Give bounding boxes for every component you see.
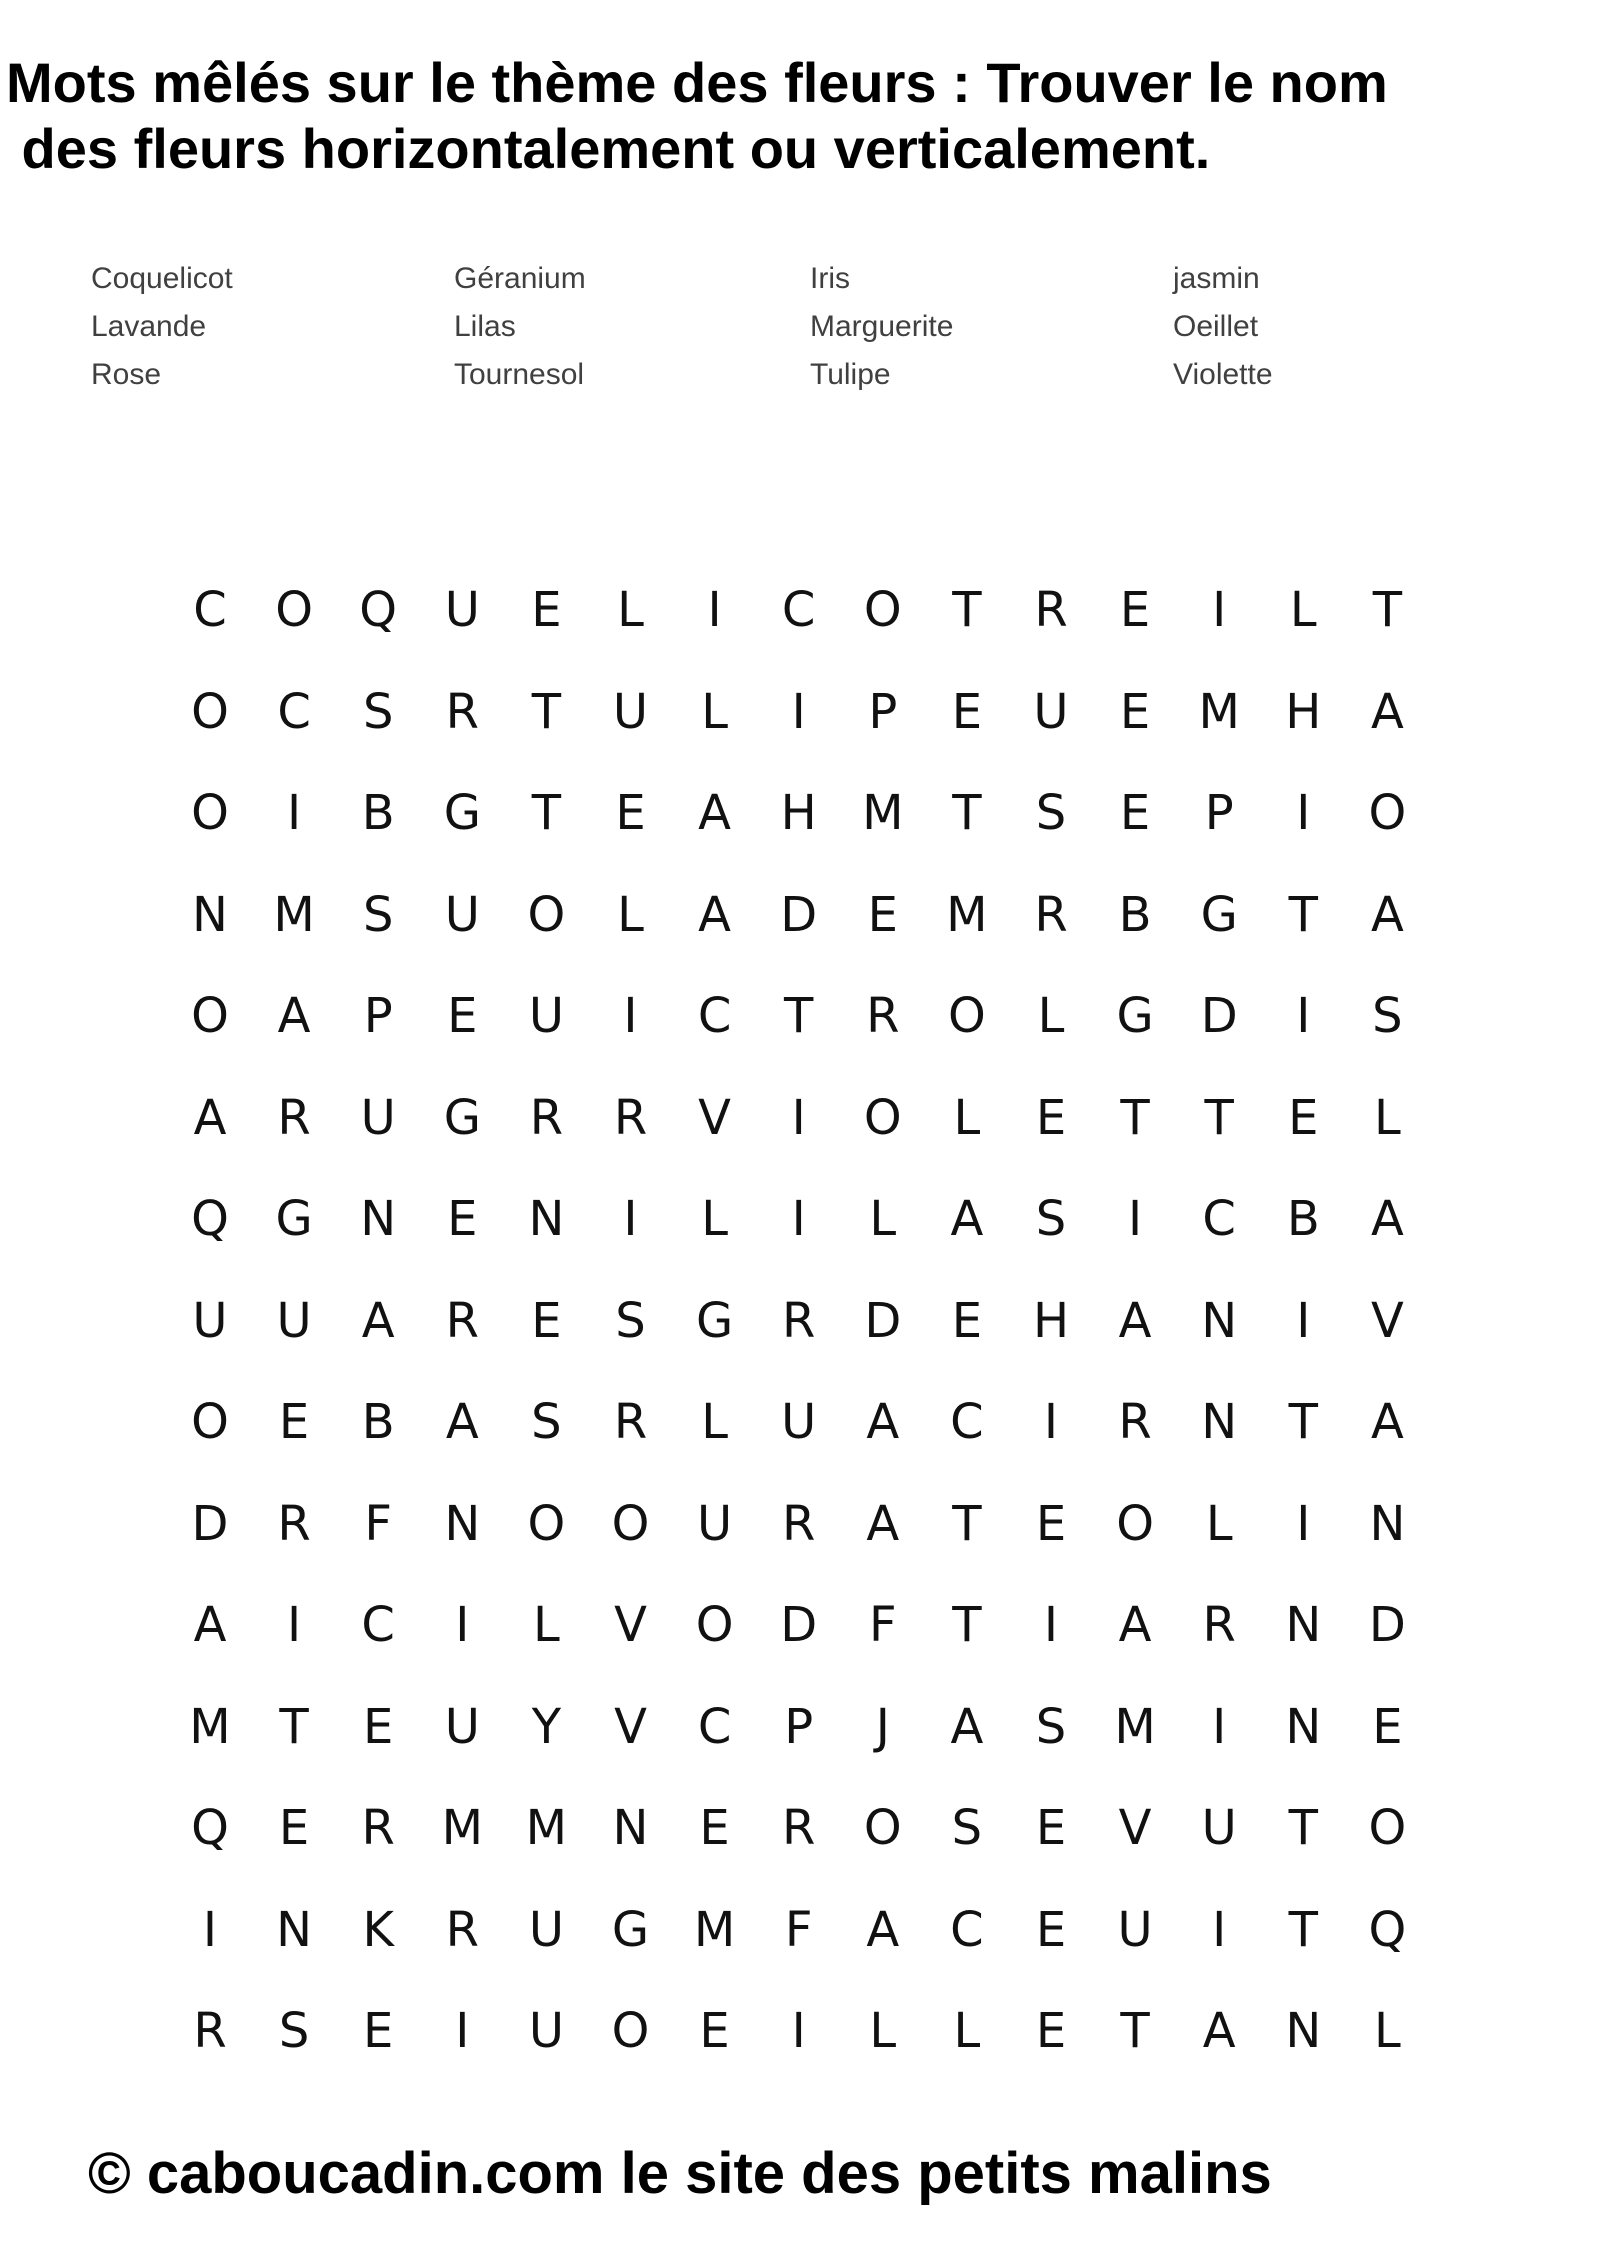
grid-cell: U — [192, 1292, 228, 1349]
grid-cell: S — [278, 2003, 310, 2059]
grid-cell: E — [447, 1191, 478, 1247]
grid-cell: O — [611, 1495, 650, 1552]
grid-cell: R — [613, 1089, 648, 1146]
grid-cell: L — [953, 1089, 981, 1146]
grid-cell: R — [445, 1901, 479, 1958]
grid-cell: T — [952, 785, 982, 841]
grid-cell: O — [275, 582, 313, 638]
grid-cell: D — [780, 886, 818, 943]
grid-cell: I — [1296, 785, 1311, 841]
grid-cell: R — [1202, 1597, 1236, 1653]
grid-cell: E — [951, 1292, 983, 1349]
grid-cell: I — [1212, 1698, 1227, 1755]
grid-cell: V — [614, 1698, 647, 1755]
page-title — [6, 50, 1596, 182]
grid-cell: C — [1202, 1191, 1236, 1247]
grid-cell: T — [279, 1698, 309, 1755]
grid-cell: A — [1370, 683, 1404, 740]
grid-cell: A — [950, 1698, 984, 1755]
grid-cell: I — [455, 2003, 470, 2059]
grid-cell: E — [615, 785, 646, 841]
grid-cell: M — [189, 1698, 231, 1755]
grid-cell: N — [528, 1191, 565, 1247]
grid-cell: C — [697, 988, 732, 1044]
grid-cell: V — [698, 1089, 732, 1146]
grid-cell: M — [1114, 1698, 1156, 1755]
grid-cell: T — [952, 1597, 982, 1653]
grid-cell: U — [360, 1089, 396, 1146]
grid-cell: S — [1035, 785, 1067, 841]
grid-cell: I — [1043, 1597, 1059, 1653]
grid-cell: L — [533, 1597, 560, 1653]
grid-cell: H — [1032, 1292, 1070, 1349]
grid-cell: A — [193, 1089, 227, 1146]
grid-cell: S — [1035, 1191, 1067, 1247]
grid-cell: E — [1035, 1089, 1067, 1146]
grid-cell: B — [361, 1394, 395, 1450]
grid-cell: R — [782, 1800, 816, 1856]
grid-cell: L — [701, 1394, 728, 1450]
grid-cell: E — [1119, 683, 1151, 740]
grid-cell: R — [277, 1495, 311, 1552]
grid-cell: U — [697, 1495, 733, 1552]
grid-cell: B — [361, 785, 395, 841]
grid-cell: R — [361, 1800, 395, 1856]
word-lilas: Lilas — [454, 310, 516, 343]
grid-cell: G — [443, 1089, 481, 1146]
grid-cell: Q — [359, 582, 398, 638]
word-jasmin: jasmin — [1173, 262, 1260, 295]
grid-cell: L — [953, 2003, 981, 2059]
grid-cell: I — [623, 1191, 638, 1247]
grid-cell: A — [866, 1901, 900, 1958]
grid-cell: L — [1374, 2003, 1401, 2059]
grid-cell: E — [951, 683, 983, 740]
grid-cell: I — [707, 582, 722, 638]
grid-cell: L — [1037, 988, 1065, 1044]
grid-cell: L — [1289, 582, 1317, 638]
grid-cell: I — [791, 1089, 806, 1146]
grid-cell: Y — [531, 1698, 562, 1755]
grid-cell: E — [1035, 1800, 1067, 1856]
grid-cell: I — [287, 1597, 302, 1653]
grid-cell: C — [193, 582, 227, 638]
grid-cell: E — [1288, 1089, 1319, 1146]
grid-cell: J — [875, 1698, 890, 1755]
grid-cell: E — [699, 1800, 730, 1856]
grid-cell: G — [443, 785, 481, 841]
grid-cell: U — [444, 582, 480, 638]
grid-cell: M — [273, 886, 315, 943]
grid-cell: R — [782, 1495, 816, 1552]
grid-cell: I — [1212, 1901, 1227, 1958]
grid-cell: O — [611, 2003, 650, 2059]
grid-cell: A — [698, 785, 732, 841]
grid-cell: T — [1288, 1394, 1318, 1450]
grid-cell: U — [444, 886, 480, 943]
grid-cell: I — [1296, 1292, 1311, 1349]
grid-cell: S — [1035, 1698, 1067, 1755]
grid-cell: M — [946, 886, 988, 943]
grid-cell: E — [363, 1698, 394, 1755]
grid-cell: O — [1368, 1800, 1407, 1856]
grid-cell: H — [780, 785, 817, 841]
grid-cell: R — [193, 2003, 227, 2059]
grid-cell: I — [623, 988, 638, 1044]
grid-cell: U — [528, 1901, 564, 1958]
grid-cell: D — [191, 1495, 229, 1552]
grid-cell: G — [275, 1191, 313, 1247]
grid-cell: T — [1288, 1800, 1318, 1856]
grid-cell: P — [1204, 785, 1234, 841]
word-iris: Iris — [810, 262, 850, 295]
grid-cell: E — [1119, 785, 1151, 841]
grid-cell: E — [1035, 1901, 1067, 1958]
grid-cell: O — [1116, 1495, 1154, 1552]
grid-cell: A — [277, 988, 311, 1044]
grid-cell: L — [1374, 1089, 1401, 1146]
grid-cell: I — [1128, 1191, 1143, 1247]
grid-cell: M — [525, 1800, 568, 1856]
grid-cell: N — [276, 1901, 313, 1958]
grid-cell: U — [276, 1292, 312, 1349]
grid-cell: O — [695, 1597, 734, 1653]
grid-cell: D — [1368, 1597, 1406, 1653]
grid-cell: R — [782, 1292, 816, 1349]
word-violette: Violette — [1173, 358, 1273, 391]
grid-cell: S — [1372, 988, 1403, 1044]
grid-cell: L — [869, 1191, 897, 1247]
grid-cell: O — [948, 988, 986, 1044]
grid-cell: T — [1204, 1089, 1234, 1146]
grid-cell: D — [1200, 988, 1238, 1044]
grid-cell: I — [202, 1901, 218, 1958]
grid-cell: N — [1285, 1698, 1322, 1755]
grid-cell: A — [1202, 2003, 1236, 2059]
grid-cell: A — [193, 1597, 227, 1653]
grid-cell: I — [1296, 1495, 1311, 1552]
grid-cell: N — [612, 1800, 649, 1856]
grid-cell: B — [1286, 1191, 1320, 1247]
grid-cell: R — [277, 1089, 311, 1146]
grid-cell: G — [1116, 988, 1154, 1044]
grid-cell: L — [701, 1191, 728, 1247]
grid-cell: C — [950, 1394, 984, 1450]
grid-cell: E — [699, 2003, 730, 2059]
grid-cell: E — [531, 582, 562, 638]
grid-cell: R — [1034, 886, 1068, 943]
grid-cell: T — [952, 582, 982, 638]
grid-cell: M — [441, 1800, 483, 1856]
grid-cell: L — [1205, 1495, 1233, 1552]
grid-cell: T — [952, 1495, 982, 1552]
grid-cell: A — [445, 1394, 479, 1450]
grid-cell: R — [1118, 1394, 1152, 1450]
grid-cell: C — [361, 1597, 395, 1653]
grid-cell: E — [867, 886, 898, 943]
grid-cell: C — [277, 683, 311, 740]
grid-cell: L — [617, 886, 644, 943]
grid-cell: O — [527, 1495, 566, 1552]
grid-cell: N — [1201, 1394, 1238, 1450]
grid-cell: N — [1369, 1495, 1406, 1552]
grid-cell: K — [362, 1901, 394, 1958]
grid-cell: I — [455, 1597, 470, 1653]
grid-cell: O — [863, 1800, 902, 1856]
grid-cell: T — [1372, 582, 1403, 638]
grid-cell: O — [527, 886, 566, 943]
word-tournesol: Tournesol — [454, 358, 585, 391]
grid-cell: E — [278, 1394, 310, 1450]
grid-cell: Q — [191, 1191, 229, 1247]
grid-cell: N — [444, 1495, 481, 1552]
grid-cell: O — [191, 785, 229, 841]
grid-cell: P — [363, 988, 393, 1044]
word-rose: Rose — [91, 358, 162, 391]
grid-cell: P — [868, 683, 898, 740]
grid-cell: U — [1033, 683, 1069, 740]
grid-cell: U — [444, 1698, 480, 1755]
grid-cell: L — [701, 683, 728, 740]
grid-cell: R — [445, 1292, 479, 1349]
grid-cell: U — [781, 1394, 817, 1450]
grid-cell: R — [445, 683, 479, 740]
grid-cell: E — [363, 2003, 394, 2059]
grid-cell: G — [611, 1901, 650, 1958]
footer-copyright: © caboucadin.com le site des petits malins — [88, 2141, 1272, 2206]
grid-cell: R — [1034, 582, 1068, 638]
grid-cell: U — [1117, 1901, 1153, 1958]
grid-cell: V — [614, 1597, 647, 1653]
grid-cell: O — [863, 582, 902, 638]
grid-cell: R — [866, 988, 900, 1044]
grid-cell: T — [1120, 1089, 1150, 1146]
grid-cell: E — [278, 1800, 310, 1856]
grid-cell: P — [784, 1698, 814, 1755]
grid-cell: O — [863, 1089, 902, 1146]
grid-cell: C — [697, 1698, 732, 1755]
grid-cell: U — [528, 988, 564, 1044]
grid-cell: A — [1118, 1292, 1152, 1349]
grid-cell: N — [1201, 1292, 1238, 1349]
grid-cell: R — [613, 1394, 648, 1450]
word-lavande: Lavande — [91, 310, 207, 343]
grid-cell: I — [791, 683, 806, 740]
grid-cell: H — [1285, 683, 1322, 740]
grid-cell: E — [1372, 1698, 1403, 1755]
word-geranium: Géranium — [454, 262, 586, 295]
word-list — [0, 262, 1600, 412]
grid-cell: S — [362, 886, 394, 943]
grid-cell: S — [362, 683, 394, 740]
word-tulipe: Tulipe — [810, 358, 891, 391]
grid-cell: V — [1118, 1800, 1152, 1856]
grid-cell: T — [531, 683, 562, 740]
grid-cell: L — [869, 2003, 897, 2059]
grid-cell: I — [791, 1191, 806, 1247]
grid-cell: E — [1035, 1495, 1067, 1552]
grid-cell: C — [950, 1901, 984, 1958]
word-oeillet: Oeillet — [1173, 310, 1259, 343]
grid-cell: I — [1043, 1394, 1059, 1450]
grid-cell: I — [791, 2003, 806, 2059]
grid-cell: A — [361, 1292, 395, 1349]
grid-cell: L — [617, 582, 644, 638]
grid-cell: U — [528, 2003, 564, 2059]
grid-cell: E — [531, 1292, 562, 1349]
grid-cell: S — [615, 1292, 646, 1349]
grid-cell: S — [951, 1800, 983, 1856]
grid-cell: R — [529, 1089, 564, 1146]
grid-cell: O — [191, 1394, 229, 1450]
grid-cell: U — [1201, 1800, 1237, 1856]
word-marguerite: Marguerite — [810, 310, 954, 343]
grid-cell: B — [1118, 886, 1152, 943]
title-line-1: Mots mêlés sur le thème des fleurs : Trouver le nom — [6, 51, 1388, 114]
grid-cell: T — [1120, 2003, 1150, 2059]
grid-cell: E — [1119, 582, 1151, 638]
grid-cell: T — [531, 785, 562, 841]
grid-cell: A — [1370, 1394, 1404, 1450]
grid-cell: G — [1200, 886, 1238, 943]
grid-cell: A — [950, 1191, 984, 1247]
grid-cell: T — [1288, 886, 1318, 943]
grid-cell: I — [287, 785, 302, 841]
grid-cell: Q — [1368, 1901, 1407, 1958]
grid-cell: N — [360, 1191, 397, 1247]
grid-cell: A — [1370, 1191, 1404, 1247]
grid-cell: A — [1118, 1597, 1152, 1653]
grid-cell: I — [1296, 988, 1311, 1044]
grid-cell: F — [364, 1495, 392, 1552]
grid-cell: M — [693, 1901, 736, 1958]
grid-cell: G — [695, 1292, 734, 1349]
grid-cell: F — [784, 1901, 813, 1958]
grid-cell: N — [192, 886, 228, 943]
grid-cell: U — [612, 683, 649, 740]
word-coquelicot: Coquelicot — [91, 262, 233, 295]
grid-cell: S — [531, 1394, 562, 1450]
grid-cell: T — [784, 988, 814, 1044]
grid-cell: F — [868, 1597, 897, 1653]
grid-cell: V — [1370, 1292, 1404, 1349]
grid-cell: O — [191, 988, 229, 1044]
grid-cell: D — [780, 1597, 818, 1653]
grid-cell: N — [1285, 1597, 1322, 1653]
title-line-2: des fleurs horizontalement ou verticalement. — [6, 117, 1211, 180]
grid-cell: M — [862, 785, 904, 841]
grid-cell: A — [1370, 886, 1404, 943]
grid-cell: E — [1035, 2003, 1067, 2059]
grid-cell: O — [1368, 785, 1407, 841]
grid-cell: O — [191, 683, 229, 740]
grid-cell: A — [698, 886, 732, 943]
grid-cell: M — [1198, 683, 1240, 740]
grid-cell: C — [781, 582, 816, 638]
grid-cell: I — [1212, 582, 1227, 638]
grid-cell: D — [864, 1292, 902, 1349]
grid-cell: T — [1288, 1901, 1318, 1958]
grid-cell: N — [1285, 2003, 1322, 2059]
grid-cell: A — [866, 1495, 900, 1552]
grid-cell: Q — [191, 1800, 229, 1856]
grid-cell: A — [866, 1394, 900, 1450]
grid-cell: E — [447, 988, 478, 1044]
